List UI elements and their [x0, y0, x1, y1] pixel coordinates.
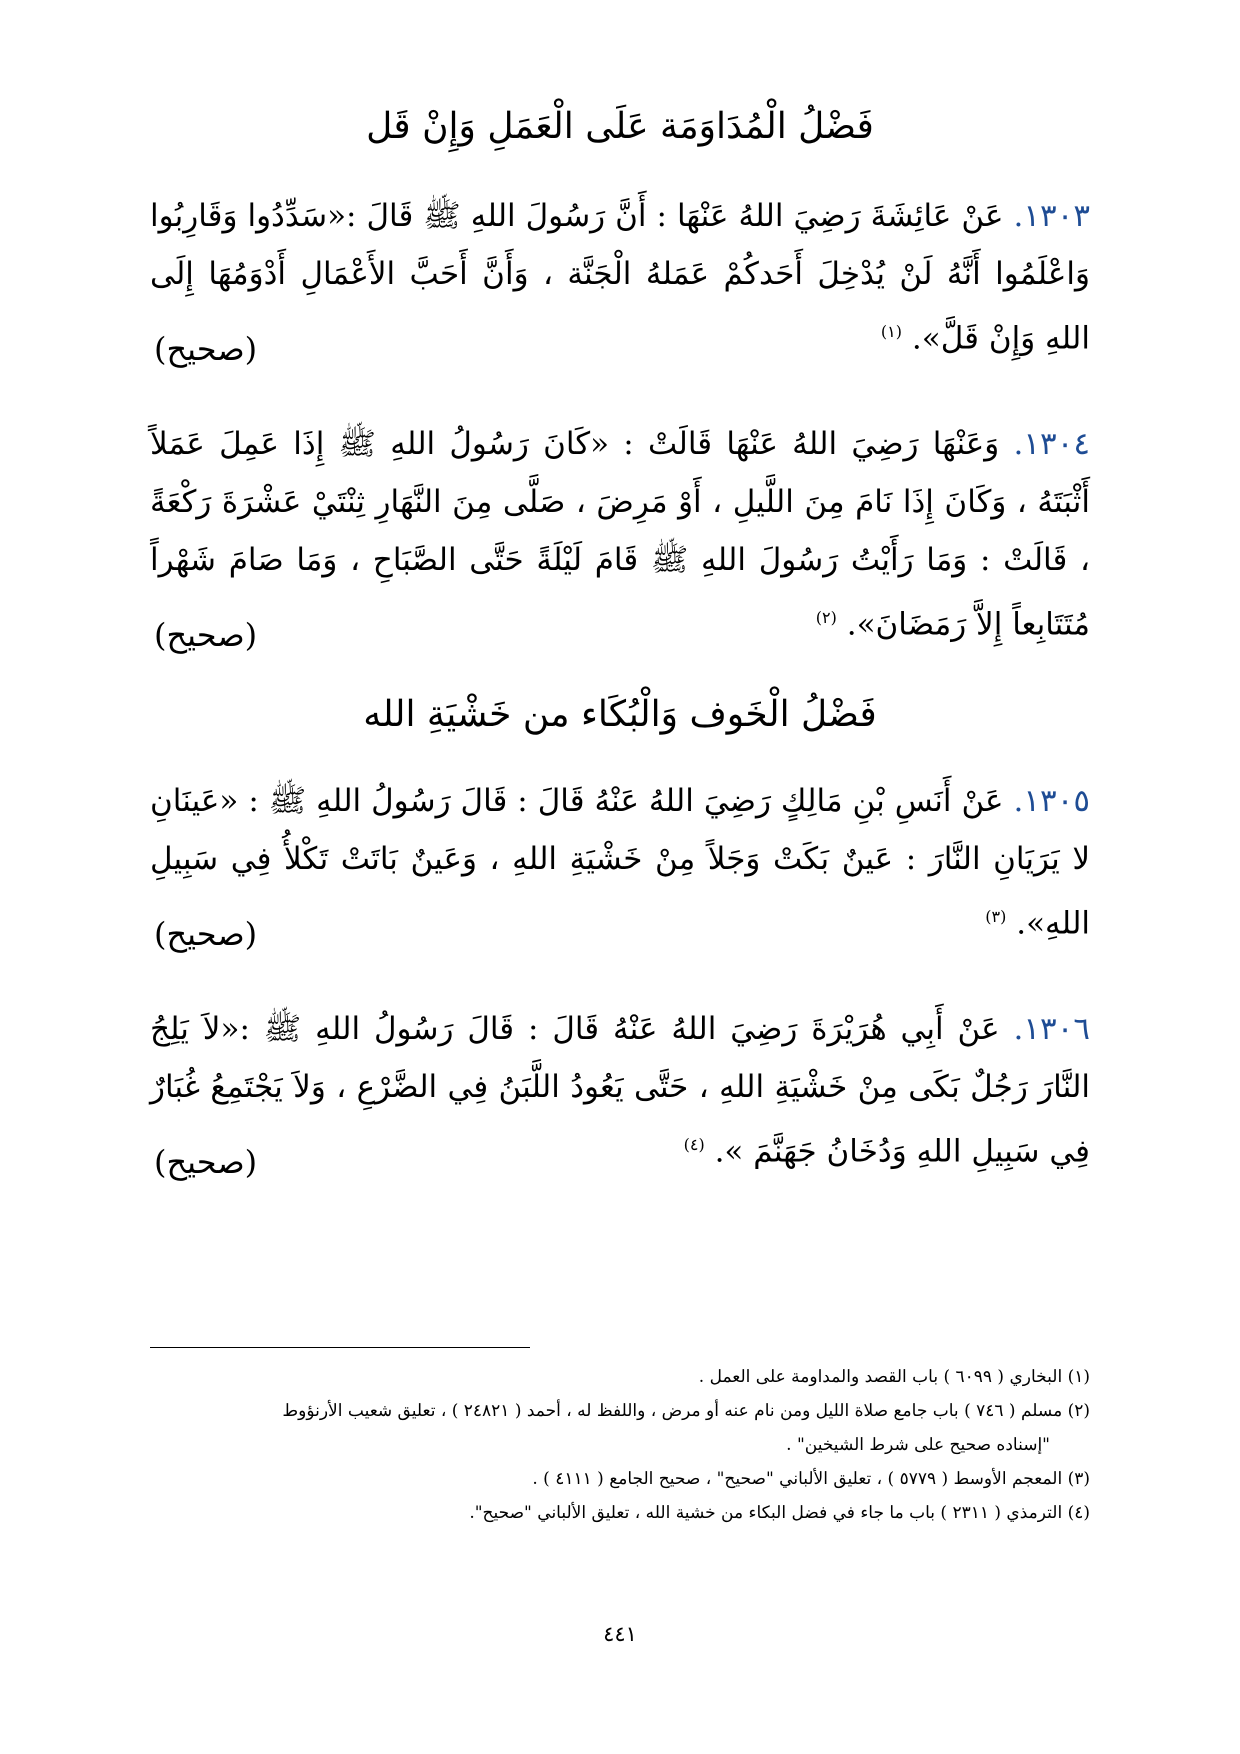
hadith-number: ١٣٠٤. — [1013, 426, 1090, 462]
footnote-3: (٣) المعجم الأوسط ( ٥٧٧٩ ) ، تعليق الألباني "صحيح" ، صحيح الجامع ( ٤١١١ ) . — [532, 1469, 1090, 1489]
footnote-2: (٢) مسلم ( ٧٤٦ ) باب جامع صلاة الليل ومن نام عنه أو مرض ، واللفظ له ، أحمد ( ٢٤٨٢١ ) ، تعليق شعيب الأرنؤوط — [282, 1401, 1090, 1421]
hadith-text: عَنْ عَائِشَةَ رَضِيَ اللهُ عَنْهَا : أَنَّ رَسُولَ اللهِ ﷺ قَالَ :«سَدِّدُوا وَقَارِبُوا وَاعْلَمُوا أَنَّهُ لَنْ يُدْخِلَ أَحَدكُمْ عَمَلهُ الْجَنَّة ، وَأَنَّ أَحَبَّ الأَعْمَالِ أَدْوَمُهَا إِلَى اللهِ وَإِنْ قَلَّ». — [150, 198, 1090, 357]
section-heading-2: فَضْلُ الْخَوف وَالْبُكَاء من خَشْيَةِ الله — [363, 694, 877, 735]
hadith-text: وَعَنْهَا رَضِيَ اللهُ عَنْهَا قَالَتْ : «كَانَ رَسُولُ اللهِ ﷺ إِذَا عَمِلَ عَمَلاً أَثْبَتَهُ ، وَكَانَ إِذَا نَامَ مِنَ اللَّيلِ ، أَوْ مَرِضَ ، صَلَّى مِنَ النَّهَارِ ثِنْتَيْ عَشْرَةَ رَكْعَةً ، قَالَتْ : وَمَا رَأَيْتُ رَسُولَ اللهِ ﷺ قَامَ لَيْلَةً حَتَّى الصَّبَاحِ ، وَمَا صَامَ شَهْراً مُتَتَابِعاً إِلاَّ رَمَضَانَ». — [150, 426, 1090, 643]
grade-label: (صحيح) — [154, 1143, 258, 1181]
footnote-ref: (٢) — [815, 608, 837, 627]
footnote-2-continuation: "إسناده صحيح على شرط الشيخين" . — [786, 1435, 1050, 1455]
hadith-1305 — [150, 772, 1090, 952]
grade-label: (صحيح) — [154, 915, 258, 953]
footnote-ref: (٣) — [985, 907, 1007, 926]
footnote-divider — [150, 1347, 530, 1348]
footnote-1: (١) البخاري ( ٦٠٩٩ ) باب القصد والمداومة على العمل . — [698, 1367, 1090, 1387]
page-number: ٤٤١ — [603, 1622, 637, 1646]
grade-label: (صحيح) — [154, 616, 258, 654]
grade-label: (صحيح) — [154, 330, 258, 368]
hadith-number: ١٣٠٥. — [1013, 783, 1090, 819]
hadith-1303 — [150, 187, 1090, 367]
hadith-number: ١٣٠٣. — [1013, 198, 1090, 234]
hadith-number: ١٣٠٦. — [1013, 1011, 1090, 1047]
footnote-ref: (١) — [880, 322, 903, 341]
footnote-ref: (٤) — [683, 1135, 705, 1154]
footnote-4: (٤) الترمذي ( ٢٣١١ ) باب ما جاء في فضل البكاء من خشية الله ، تعليق الألباني "صحيح". — [469, 1503, 1090, 1523]
hadith-1306 — [150, 1000, 1090, 1180]
footnotes — [150, 1360, 1090, 1530]
hadith-1304 — [150, 415, 1090, 653]
hadith-text: عَنْ أَبِي هُرَيْرَةَ رَضِيَ اللهُ عَنْهُ قَالَ : قَالَ رَسُولُ اللهِ ﷺ :«لاَ يَلِجُ النَّارَ رَجُلٌ بَكَى مِنْ خَشْيَةِ اللهِ ، حَتَّى يَعُودُ اللَّبَنُ فِي الضَّرْعِ ، وَلاَ يَجْتَمِعُ غُبَارٌ فِي سَبِيلِ اللهِ وَدُخَانُ جَهَنَّمَ ». — [150, 1011, 1090, 1170]
hadith-text: عَنْ أَنَسِ بْنِ مَالِكٍ رَضِيَ اللهُ عَنْهُ قَالَ : قَالَ رَسُولُ اللهِ ﷺ : «عَينَانِ لا يَرَيَانِ النَّارَ : عَينٌ بَكَتْ وَجَلاً مِنْ خَشْيَةِ اللهِ ، وَعَينٌ بَاتَتْ تَكْلأُ فِي سَبِيلِ اللهِ». — [150, 783, 1090, 942]
section-heading-1: فَضْلُ الْمُدَاوَمَة عَلَى الْعَمَلِ وَإِنْ قَل — [366, 106, 874, 147]
